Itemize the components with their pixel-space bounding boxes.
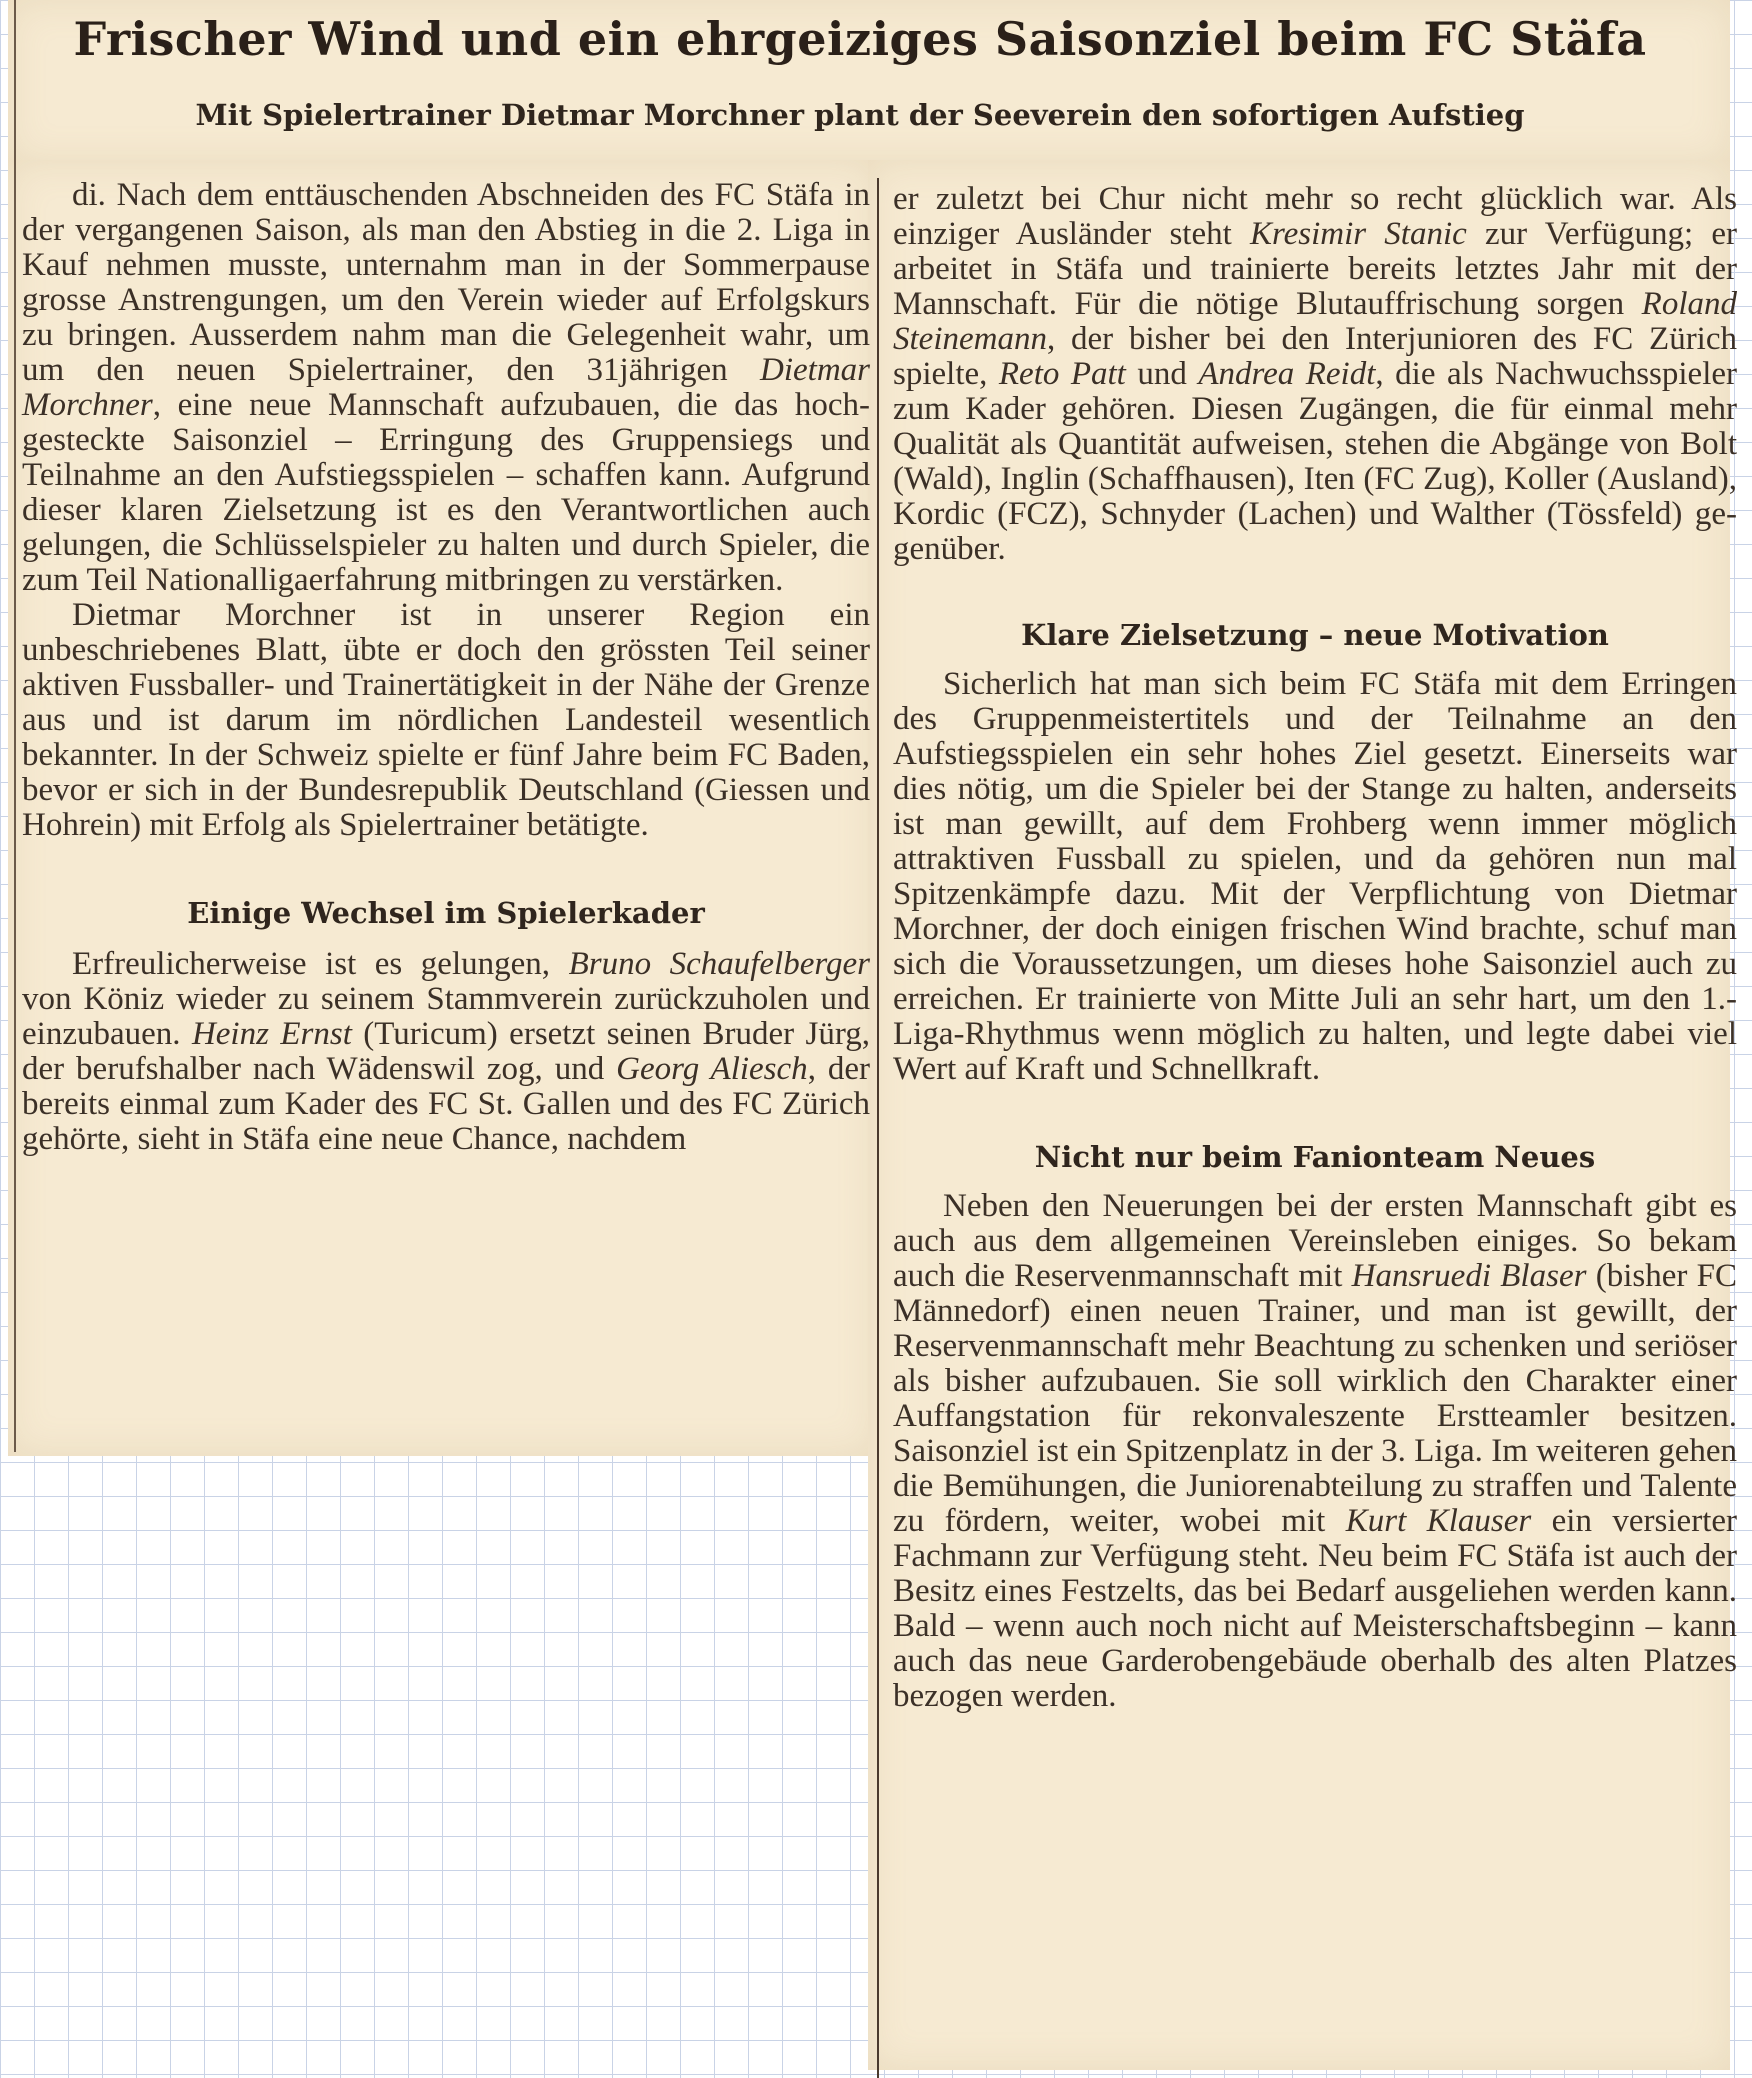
section-heading: Klare Zielsetzung – neue Motivation bbox=[1021, 618, 1609, 652]
text-run: Dietmar Morchner ist in unserer Region ein unbeschriebenes Blatt, übte er doch den grössten Teil seiner aktiven Fussballer- und Trainertätigkeit in der Nähe der Grenze aus und ist darum im nördlichen Landesteil wesentlich bekannter. In der Schweiz spielte er fünf Jahre beim FC Baden, bevor er sich in der Bundesrepublik Deutschland (Giessen und Hohrein) mit Erfolg als Spielertrainer betätigte. bbox=[22, 597, 870, 843]
column-divider bbox=[877, 178, 879, 2078]
text-run: (bisher FC Männedorf) einen neuen Trainer, und man ist gewillt, der Reservenmannschaft mehr Beachtung zu schenken und seriöser als bisher aufzubauen. Sie soll wirklich den Charakter einer Auffangstation für rekonvaleszente Ersttеamler besitzen. Saisonziel ist ein Spitzenplatz in der 3. Liga. Im weiteren gehen die Bemühungen, die Juniorenabteilung zu straffen und Talente zu fördern, weiter, wobei mit bbox=[893, 1258, 1738, 1539]
section-heading: Einige Wechsel im Spielerkader bbox=[187, 896, 705, 930]
italic-name: Georg Aliesch bbox=[616, 1051, 808, 1087]
article-right-column bbox=[893, 182, 1737, 1714]
text-run: (Turicum) ersetzt seinen Bruder Jürg, der berufshalber nach Wädenswil zog, und bbox=[22, 1016, 870, 1087]
italic-name: Hansruedi Blaser bbox=[1351, 1258, 1587, 1294]
section-heading: Nicht nur beim Fanionteam Neues bbox=[1034, 1140, 1596, 1174]
text-run: und bbox=[1125, 356, 1199, 392]
text-run: , der bereits einmal zum Kader des FC St. Gallen und des FC Zürich gehörte, sieht in Stäfa eine neue Chance, nachdem bbox=[22, 1051, 870, 1157]
text-run: , eine neue Mannschaft aufzubauen, die das hochgesteckte Saisonziel – Erringung des Gruppensiegs und Teilnahme an den Aufstiegsspielen – schaffen kann. Aufgrund dieser klaren Zielsetzung ist es den Verantwortlichen auch gelungen, die Schlüsselspieler zu halten und durch Spieler, die zum Teil Nationalligaerfahrung mitbringen zu verstärken. bbox=[22, 387, 870, 598]
paragraph bbox=[22, 598, 870, 843]
italic-name: Bruno Schaufelberger bbox=[568, 946, 870, 982]
paragraph bbox=[893, 667, 1737, 1087]
text-run: , der bisher bei den Interjunioren des FC Zürich spielte, bbox=[893, 321, 1737, 392]
text-run: Erfreulicherweise ist es gelungen, bbox=[72, 946, 569, 982]
paragraph bbox=[893, 1189, 1737, 1714]
italic-name: Kurt Klauser bbox=[1345, 1503, 1532, 1539]
italic-name: Roland Steinemann bbox=[893, 286, 1737, 357]
left-edge-rule bbox=[14, 0, 16, 1452]
text-run: di. Nach dem enttäuschenden Abschneiden des FC Stäfa in der vergangenen Saison, als man den Abstieg in die 2. Liga in Kauf nehmen musste, unternahm man in der Sommerpause grosse Anstrengungen, um den Verein wieder auf Erfolgskurs zu bringen. Ausserdem nahm man die Gelegenheit wahr, um um den neuen Spielertrainer, den 31jährigen bbox=[22, 177, 870, 388]
article-subheadline: Mit Spielertrainer Dietmar Morchner plant der Seeverein den sofortigen Aufstieg bbox=[195, 98, 1525, 132]
italic-name: Andrea Reidt bbox=[1198, 356, 1376, 392]
article-headline: Frischer Wind und ein ehrgeiziges Saisonziel beim FC Stäfa bbox=[73, 12, 1647, 66]
italic-name: Reto Patt bbox=[998, 356, 1126, 392]
paragraph bbox=[22, 947, 870, 1157]
paragraph bbox=[893, 182, 1737, 567]
paragraph bbox=[22, 178, 870, 598]
text-run: er zuletzt bei Chur nicht mehr so recht glücklich war. Als einziger Ausländer steht bbox=[893, 181, 1737, 252]
text-run: Sicherlich hat man sich beim FC Stäfa mit dem Erringen des Gruppenmeistertitels und der Teilnahme an den Aufstiegsspielen ein sehr hohes Ziel gesetzt. Einerseits war dies nötig, um die Spieler bei der Stange zu halten, anderseits ist man gewillt, auf dem Frohberg wenn immer möglich attraktiven Fussball zu spielen, und da gehören nun mal Spitzenkämpfe dazu. Mit der Verpflichtung von Dietmar Morchner, der doch einigen frischen Wind brachte, schuf man sich die Voraussetzungen, um dieses hohe Saisonziel auch zu erreichen. Er trainierte von Mitte Juli an sehr hart, um den 1.-Liga-Rhythmus wenn möglich zu halten, und legte dabei viel Wert auf Kraft und Schnellkraft. bbox=[893, 666, 1737, 1087]
text-run: ein versierter Fachmann zur Verfügung steht. Neu beim FC Stäfa ist auch der Besitz eines Festzelts, das bei Bedarf ausgeliehen werden kann. Bald – wenn auch noch nicht auf Meisterschaftsbeginn – kann auch das neue Garderobengebäude oberhalb des alten Platzes bezogen werden. bbox=[893, 1503, 1737, 1714]
text-run: zur Verfügung; er arbeitet in Stäfa und trainierte bereits letztes Jahr mit der Mannschaft. Für die nötige Blutauffrischung sorgen bbox=[893, 216, 1737, 322]
italic-name: Kresimir Stanic bbox=[1249, 216, 1467, 252]
italic-name: Heinz Ernst bbox=[191, 1016, 352, 1052]
italic-name: Dietmar Morchner bbox=[22, 352, 870, 423]
text-run: , die als Nachwuchsspieler zum Kader gehören. Diesen Zugängen, die für einmal mehr Qualität als Quantität aufweisen, stehen die Abgänge von Bolt (Wald), Inglin (Schaffhausen), Iten (FC Zug), Koller (Ausland), Kordic (FCZ), Schnyder (Lachen) und Walther (Tössfeld) gegenüber. bbox=[893, 356, 1738, 567]
text-run: von Köniz wieder zu seinem Stammverein zurückzuholen und einzubauen. bbox=[22, 981, 870, 1052]
text-run: Neben den Neuerungen bei der ersten Mannschaft gibt es auch aus dem allgemeinen Vereinsleben einiges. So bekam auch die Reservenmannschaft mit bbox=[893, 1188, 1737, 1294]
article-left-column bbox=[22, 178, 870, 1157]
